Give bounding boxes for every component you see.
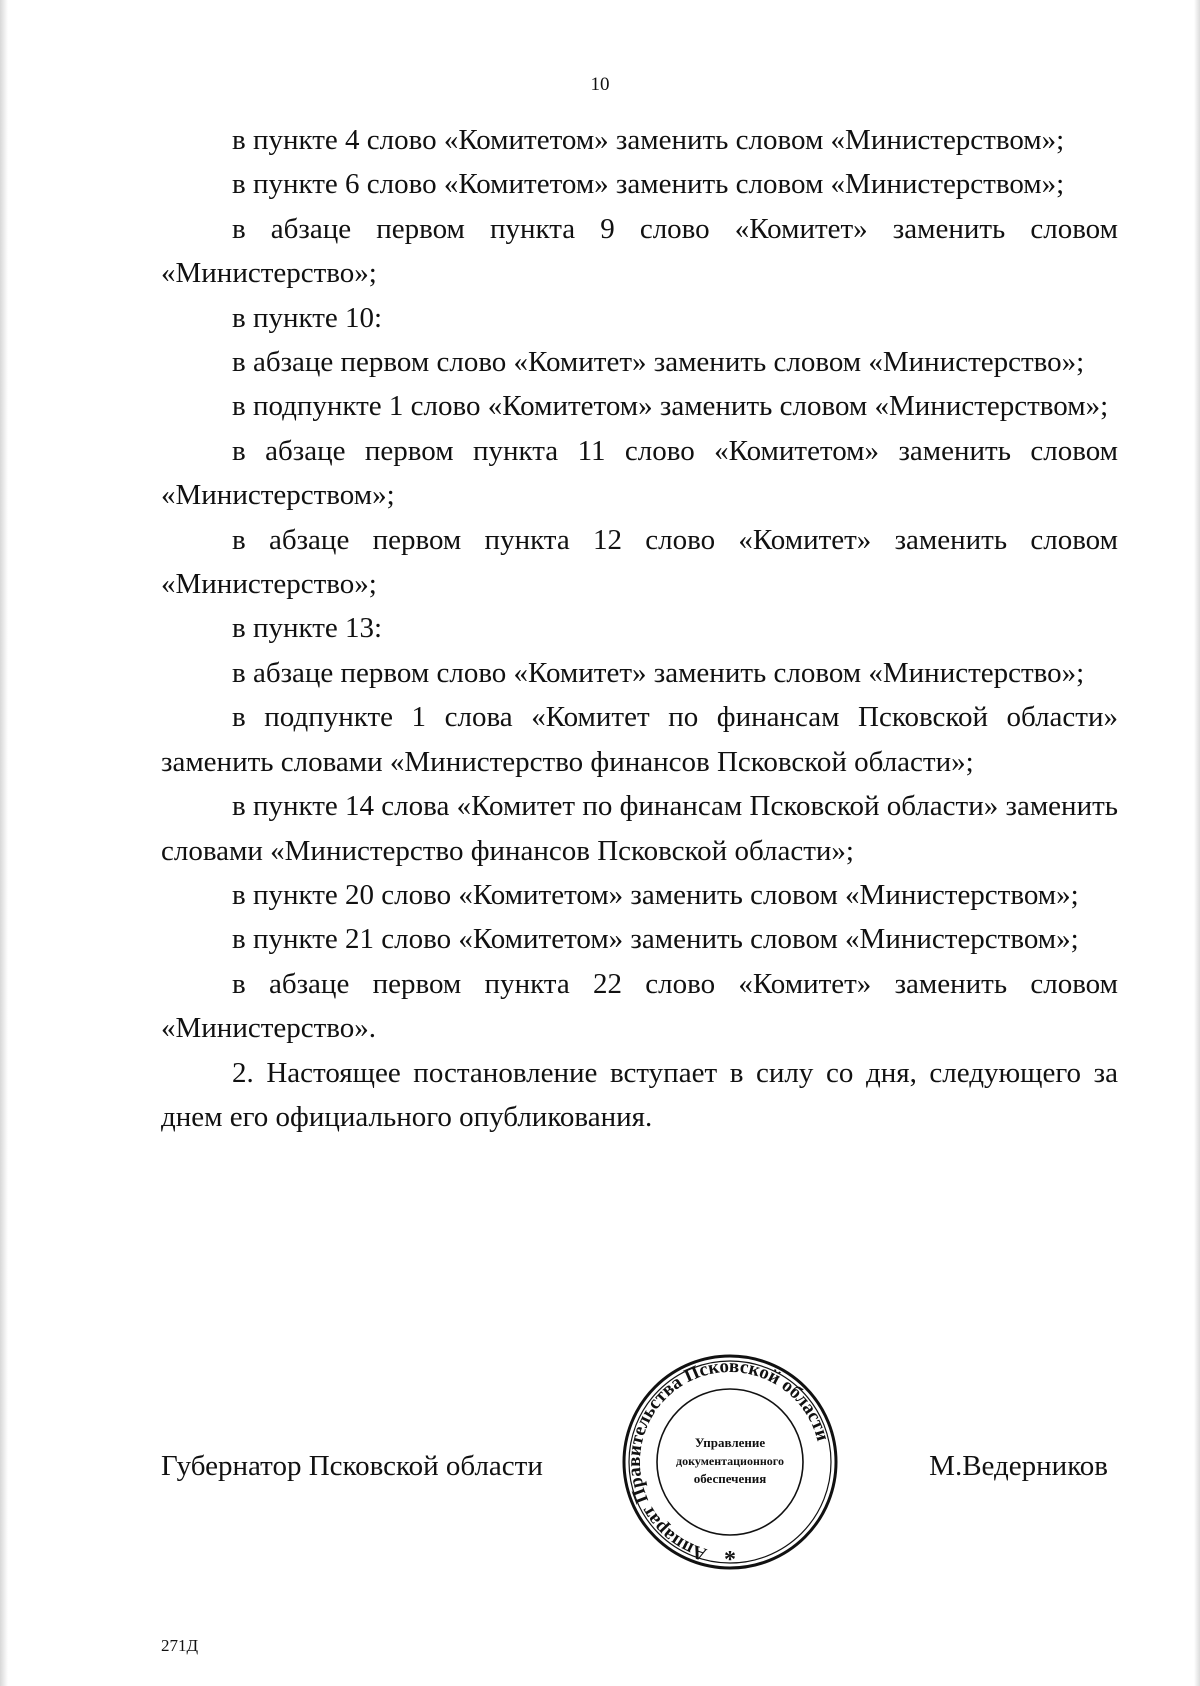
seal-inner-line-2: документационного xyxy=(676,1454,784,1468)
paragraph-item-22: в абзаце первом пункта 22 слово «Комитет» заменить словом «Министерство». xyxy=(161,967,1118,1045)
signatory-name: М.Ведерников xyxy=(929,1450,1108,1482)
signatory-position: Губернатор Псковской области xyxy=(161,1450,543,1482)
paragraph-item-11: в абзаце первом пункта 11 слово «Комитетом» заменить словом «Министерством»; xyxy=(161,434,1118,512)
paragraph-item-13-heading: в пункте 13: xyxy=(232,612,383,645)
paragraph-item-6: в пункте 6 слово «Комитетом» заменить словом «Министерством»; xyxy=(232,168,1065,201)
seal-inner-line-3: обеспечения xyxy=(693,1471,767,1486)
paragraph-item-14: в пункте 14 слова «Комитет по финансам Псковской области» заменить словами «Министерство финансов Псковской области»; xyxy=(161,790,1118,867)
seal-ring-text: Аппарат Правительства Псковской области xyxy=(623,1355,834,1565)
paragraph-item-12: в абзаце первом пункта 12 слово «Комитет» заменить словом «Министерство»; xyxy=(161,523,1118,601)
paragraph-effective-date: 2. Настоящее постановление вступает в силу со дня, следующего за днем его официального опубликования. xyxy=(161,1056,1118,1133)
paragraph-item-9: в абзаце первом пункта 9 слово «Комитет» заменить словом «Министерство»; xyxy=(161,212,1118,290)
page-number: 10 xyxy=(590,74,610,95)
paragraph-item-10-heading: в пункте 10: xyxy=(232,301,383,334)
paragraph-item-10-first: в абзаце первом слово «Комитет» заменить словом «Министерство»; xyxy=(232,346,1085,379)
official-seal xyxy=(617,1352,843,1572)
document-body xyxy=(161,118,1118,1139)
seal-inner-line-1: Управление xyxy=(694,1435,766,1450)
paragraph-item-21: в пункте 21 слово «Комитетом» заменить словом «Министерством»; xyxy=(232,923,1079,956)
page-edge-left xyxy=(0,0,8,1686)
seal-star-icon: * xyxy=(724,1547,736,1572)
paragraph-item-10-sub1: в подпункте 1 слово «Комитетом» заменить словом «Министерством»; xyxy=(232,390,1109,423)
paragraph-item-13-sub1: в подпункте 1 слова «Комитет по финансам Псковской области» заменить словами «Министерство финансов Псковской области»; xyxy=(161,701,1118,778)
paragraph-item-4: в пункте 4 слово «Комитетом» заменить словом «Министерством»; xyxy=(232,124,1065,156)
page-edge-right xyxy=(1194,0,1200,1686)
document-code: 271Д xyxy=(161,1636,199,1655)
paragraph-item-13-first: в абзаце первом слово «Комитет» заменить словом «Министерство»; xyxy=(232,656,1085,689)
paragraph-item-20: в пункте 20 слово «Комитетом» заменить словом «Министерством»; xyxy=(232,878,1079,911)
